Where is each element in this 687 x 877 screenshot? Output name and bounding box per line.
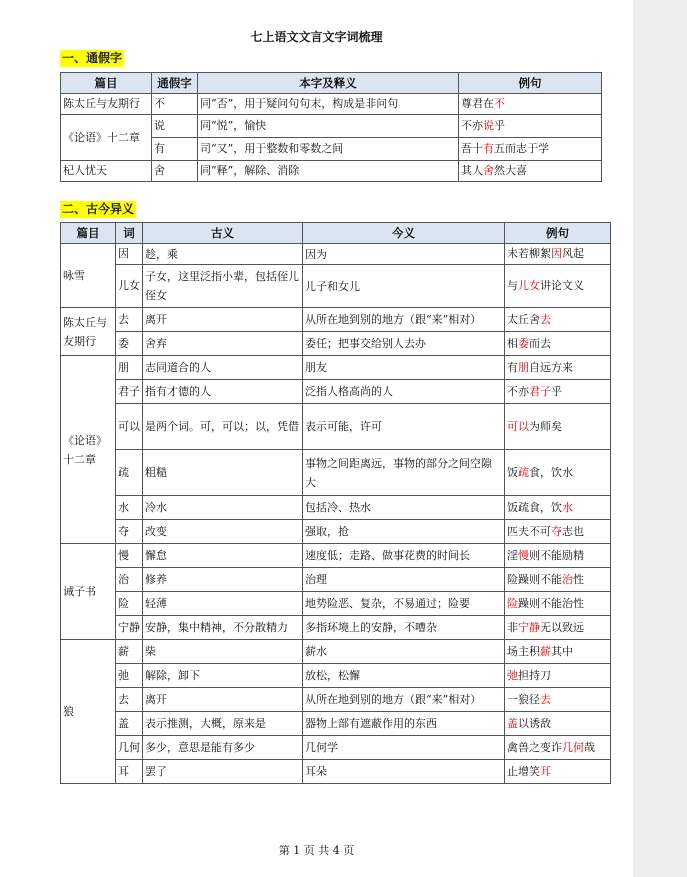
document-title: 七上语文文言文字词梳理 <box>250 30 383 44</box>
page-footer: 第 1 页 共 4 页 <box>278 844 355 857</box>
example-highlight: 去 <box>540 692 551 706</box>
example-text: 不亦 <box>461 119 483 132</box>
old-meaning-cell: 粗糙 <box>143 450 303 496</box>
example-cell <box>459 161 602 182</box>
example-text: 哉 <box>584 740 595 754</box>
table-row <box>61 688 611 712</box>
table-row <box>61 664 611 688</box>
header-cell: 例句 <box>505 223 611 244</box>
old-meaning-cell: 改变 <box>143 520 303 544</box>
example-text: 尊君在 <box>461 97 494 110</box>
table-row <box>61 115 602 138</box>
header-cell: 今义 <box>303 223 505 244</box>
table-row <box>61 640 611 664</box>
word-cell: 薪 <box>116 640 143 664</box>
example-text: 一狼径 <box>507 692 540 706</box>
word-cell: 慢 <box>116 544 143 568</box>
example-highlight: 委 <box>518 336 529 350</box>
example-text: 风起 <box>562 247 584 260</box>
example-text: 为师矣 <box>529 419 562 433</box>
new-meaning-cell: 泛指人格高尚的人 <box>303 380 505 404</box>
new-meaning-cell: 表示可能，许可 <box>303 404 505 450</box>
old-meaning-cell: 罢了 <box>143 760 303 784</box>
example-cell <box>505 520 611 544</box>
example-cell <box>505 712 611 736</box>
title-cell: 诫子书 <box>61 544 116 640</box>
word-cell: 宁静 <box>116 616 143 640</box>
word-cell: 水 <box>116 496 143 520</box>
example-text: 而去 <box>529 336 551 350</box>
table-row <box>61 544 611 568</box>
new-meaning-cell: 事物之间距离远，事物的部分之间空隙大 <box>303 450 505 496</box>
old-meaning-cell: 多少，意思是能有多少 <box>143 736 303 760</box>
example-highlight: 君子 <box>529 384 551 398</box>
old-meaning-cell: 离开 <box>143 688 303 712</box>
example-cell <box>505 544 611 568</box>
example-cell <box>505 265 611 308</box>
old-meaning-cell: 离开 <box>143 308 303 332</box>
word-cell: 去 <box>116 308 143 332</box>
table-row <box>61 244 611 265</box>
example-highlight: 耳 <box>540 764 551 778</box>
new-meaning-cell: 几何学 <box>303 736 505 760</box>
example-text: 无以致远 <box>540 620 584 634</box>
example-text: 然大喜 <box>494 164 527 177</box>
example-highlight: 慢 <box>518 548 529 562</box>
example-text: 饭疏食，饮 <box>507 500 562 514</box>
title-cell: 陈太丘与友期行 <box>61 308 116 356</box>
word-cell: 儿女 <box>116 265 143 308</box>
header-cell: 古义 <box>143 223 303 244</box>
example-cell <box>505 496 611 520</box>
example-text: 有 <box>507 360 518 374</box>
new-meaning-cell: 委任；把事交给别人去办 <box>303 332 505 356</box>
old-meaning-cell: 解除，卸下 <box>143 664 303 688</box>
title-cell: 杞人忧天 <box>61 161 152 182</box>
table-row <box>61 736 611 760</box>
example-text: 太丘舍 <box>507 312 540 326</box>
new-meaning-cell: 因为 <box>303 244 505 265</box>
example-text: 非 <box>507 620 518 634</box>
header-cell: 篇目 <box>61 223 116 244</box>
word-cell: 因 <box>116 244 143 265</box>
example-text: 乎 <box>551 384 562 398</box>
example-text: 不亦 <box>507 384 529 398</box>
example-cell <box>505 736 611 760</box>
example-highlight: 有 <box>483 142 494 155</box>
meaning-cell: 同“否”，用于疑问句句末，构成是非问句 <box>198 94 459 115</box>
table-row <box>61 496 611 520</box>
table-row <box>61 520 611 544</box>
example-text: 匹夫不可 <box>507 524 551 538</box>
title-cell: 陈太丘与友期行 <box>61 94 152 115</box>
new-meaning-cell: 朋友 <box>303 356 505 380</box>
new-meaning-cell: 薪水 <box>303 640 505 664</box>
example-highlight: 儿女 <box>518 279 540 292</box>
word-cell: 夺 <box>116 520 143 544</box>
table-row <box>61 450 611 496</box>
table-row <box>61 356 611 380</box>
example-cell <box>505 244 611 265</box>
tongjiazi-table <box>60 72 602 182</box>
example-text: 乎 <box>494 119 505 132</box>
meaning-cell: 同“释”，解除、消除 <box>198 161 459 182</box>
example-cell <box>459 138 602 161</box>
example-cell <box>505 380 611 404</box>
old-meaning-cell: 柴 <box>143 640 303 664</box>
example-text: 志也 <box>562 524 584 538</box>
example-highlight: 说 <box>483 119 494 132</box>
example-highlight: 宁静 <box>518 620 540 634</box>
new-meaning-cell: 多指环境上的安静，不嘈杂 <box>303 616 505 640</box>
example-cell <box>505 616 611 640</box>
example-highlight: 水 <box>562 500 573 514</box>
old-meaning-cell: 安静，集中精神，不分散精力 <box>143 616 303 640</box>
example-text: 止增笑 <box>507 764 540 778</box>
example-highlight: 盖 <box>507 716 518 730</box>
table-row <box>61 308 611 332</box>
old-meaning-cell: 志同道合的人 <box>143 356 303 380</box>
header-cell: 例句 <box>459 73 602 94</box>
new-meaning-cell: 放松，松懈 <box>303 664 505 688</box>
example-text: 禽兽之变诈 <box>507 740 562 754</box>
word-cell: 盖 <box>116 712 143 736</box>
new-meaning-cell: 儿子和女儿 <box>303 265 505 308</box>
new-meaning-cell: 从所在地到别的地方（跟“来”相对） <box>303 688 505 712</box>
word-cell: 可以 <box>116 404 143 450</box>
example-text: 吾十 <box>461 142 483 155</box>
example-cell <box>505 450 611 496</box>
old-meaning-cell: 懈怠 <box>143 544 303 568</box>
new-meaning-cell: 速度低；走路、做事花费的时间长 <box>303 544 505 568</box>
char-cell: 说 <box>152 115 198 138</box>
example-cell <box>505 404 611 450</box>
new-meaning-cell: 器物上部有遮蔽作用的东西 <box>303 712 505 736</box>
old-meaning-cell: 修养 <box>143 568 303 592</box>
old-meaning-cell: 轻薄 <box>143 592 303 616</box>
table-row <box>61 161 602 182</box>
section-heading-tongjiazi: 一、通假字 <box>62 51 123 65</box>
example-highlight: 险 <box>507 596 518 610</box>
example-text: 讲论文义 <box>540 279 584 292</box>
word-cell: 治 <box>116 568 143 592</box>
example-text: 饭 <box>507 465 518 479</box>
example-highlight: 几何 <box>562 740 584 754</box>
word-cell: 去 <box>116 688 143 712</box>
example-text: 其中 <box>551 644 573 658</box>
example-text: 其人 <box>461 164 483 177</box>
example-text: 险躁则不能 <box>507 572 562 586</box>
example-highlight: 弛 <box>507 668 518 682</box>
meaning-cell: 同“悦”，愉快 <box>198 115 459 138</box>
title-cell: 狼 <box>61 640 116 784</box>
example-highlight: 舍 <box>483 164 494 177</box>
table-row <box>61 760 611 784</box>
table-row <box>61 592 611 616</box>
example-cell <box>505 356 611 380</box>
header-cell: 通假字 <box>152 73 198 94</box>
table-row <box>61 616 611 640</box>
example-highlight: 因 <box>551 247 562 260</box>
section-heading-gujinyiyi: 二、古今异义 <box>62 202 135 216</box>
example-text: 食，饮水 <box>529 465 573 479</box>
example-highlight: 朋 <box>518 360 529 374</box>
table-row <box>61 380 611 404</box>
new-meaning-cell: 包括冷、热水 <box>303 496 505 520</box>
word-cell: 君子 <box>116 380 143 404</box>
old-meaning-cell: 指有才德的人 <box>143 380 303 404</box>
new-meaning-cell: 耳朵 <box>303 760 505 784</box>
table-row <box>61 94 602 115</box>
example-text: 躁则不能治性 <box>518 596 584 610</box>
example-highlight: 疏 <box>518 465 529 479</box>
example-cell <box>505 664 611 688</box>
table-header-row <box>61 223 611 244</box>
title-cell: 咏雪 <box>61 244 116 308</box>
example-highlight: 可以 <box>507 419 529 433</box>
word-cell: 弛 <box>116 664 143 688</box>
old-meaning-cell: 趁，乘 <box>143 244 303 265</box>
example-text: 以诱敌 <box>518 716 551 730</box>
example-text: 相 <box>507 336 518 350</box>
char-cell: 不 <box>152 94 198 115</box>
viewer-background <box>633 0 687 877</box>
example-text: 则不能励精 <box>529 548 584 562</box>
example-text: 五而志于学 <box>494 142 549 155</box>
title-cell: 《论语》十二章 <box>61 356 116 544</box>
new-meaning-cell: 强取，抢 <box>303 520 505 544</box>
meaning-cell: 司“又”，用于整数和零数之间 <box>198 138 459 161</box>
title-cell: 《论语》十二章 <box>61 115 152 161</box>
char-cell: 舍 <box>152 161 198 182</box>
example-text: 淫 <box>507 548 518 562</box>
example-cell <box>505 688 611 712</box>
example-text: 与 <box>507 279 518 292</box>
word-cell: 险 <box>116 592 143 616</box>
table-header-row <box>61 73 602 94</box>
table-row <box>61 265 611 308</box>
old-meaning-cell: 表示推测，大概，原来是 <box>143 712 303 736</box>
table-row <box>61 404 611 450</box>
header-cell: 篇目 <box>61 73 152 94</box>
word-cell: 几何 <box>116 736 143 760</box>
char-cell: 有 <box>152 138 198 161</box>
header-cell: 本字及释义 <box>198 73 459 94</box>
example-cell <box>505 332 611 356</box>
example-highlight: 夺 <box>551 524 562 538</box>
example-text: 性 <box>573 572 584 586</box>
gujinyiyi-table <box>60 222 611 784</box>
word-cell: 朋 <box>116 356 143 380</box>
example-text: 担持刀 <box>518 668 551 682</box>
example-text: 自远方来 <box>529 360 573 374</box>
example-cell <box>505 760 611 784</box>
example-highlight: 薪 <box>540 644 551 658</box>
table-row <box>61 332 611 356</box>
word-cell: 委 <box>116 332 143 356</box>
example-highlight: 治 <box>562 572 573 586</box>
old-meaning-cell: 是两个词。可，可以；以，凭借 <box>143 404 303 450</box>
example-cell <box>505 592 611 616</box>
example-highlight: 不 <box>494 97 505 110</box>
example-cell <box>459 94 602 115</box>
table-row <box>61 712 611 736</box>
old-meaning-cell: 舍弃 <box>143 332 303 356</box>
example-cell <box>505 640 611 664</box>
old-meaning-cell: 子女，这里泛指小辈，包括侄儿侄女 <box>143 265 303 308</box>
example-text: 未若柳絮 <box>507 247 551 260</box>
example-cell <box>459 115 602 138</box>
example-cell <box>505 568 611 592</box>
word-cell: 耳 <box>116 760 143 784</box>
header-cell: 词 <box>116 223 143 244</box>
new-meaning-cell: 从所在地到别的地方（跟“来”相对） <box>303 308 505 332</box>
word-cell: 疏 <box>116 450 143 496</box>
example-text: 场主积 <box>507 644 540 658</box>
old-meaning-cell: 冷水 <box>143 496 303 520</box>
table-row <box>61 568 611 592</box>
new-meaning-cell: 地势险恶、复杂，不易通过；险要 <box>303 592 505 616</box>
example-cell <box>505 308 611 332</box>
new-meaning-cell: 治理 <box>303 568 505 592</box>
example-highlight: 去 <box>540 312 551 326</box>
